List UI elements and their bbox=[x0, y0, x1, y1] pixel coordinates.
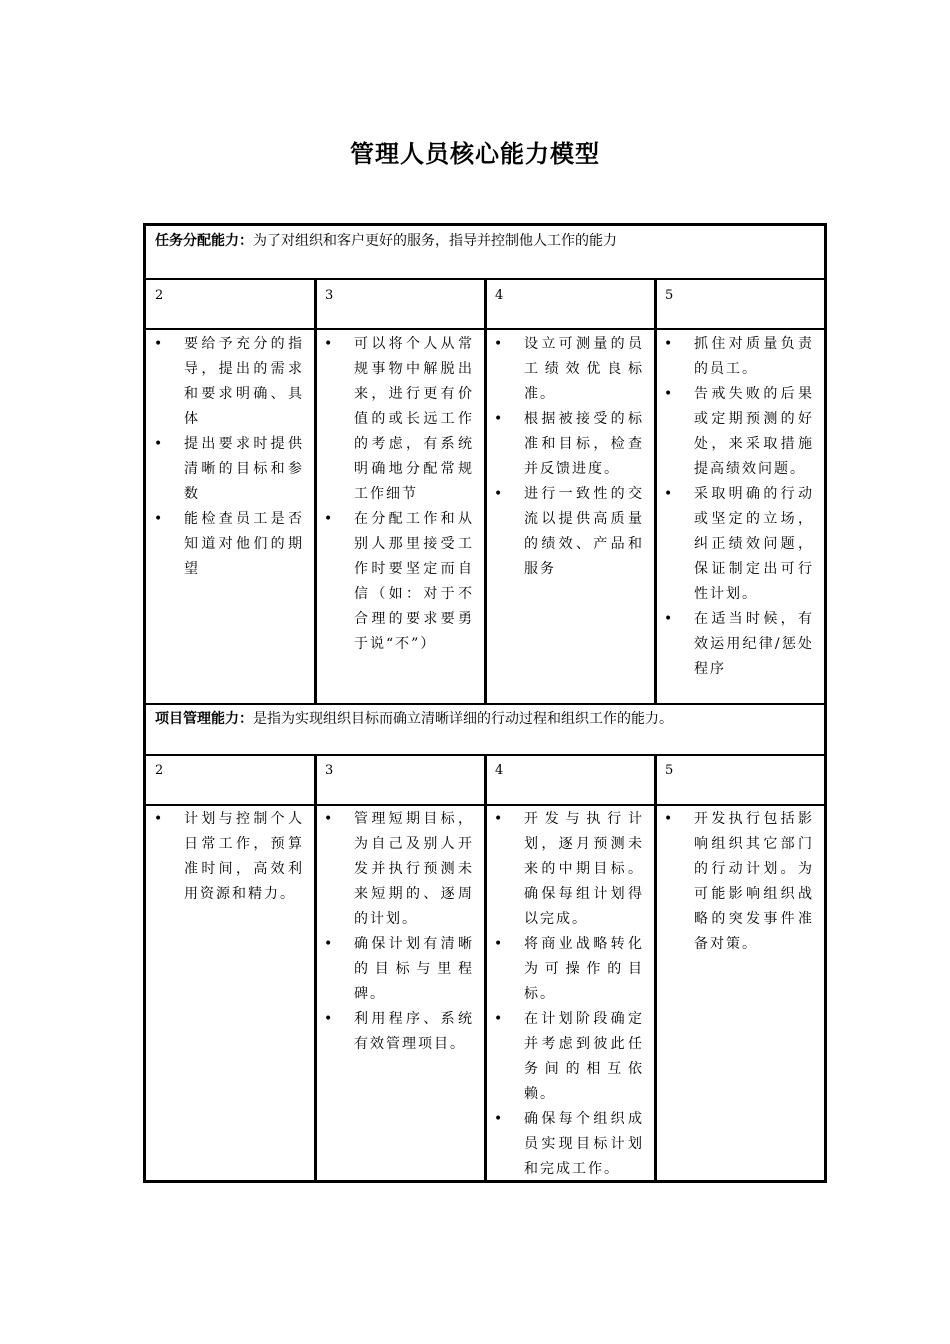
column-divider bbox=[654, 754, 657, 1183]
level-5-behaviors bbox=[658, 332, 814, 682]
level-4-behaviors bbox=[488, 332, 644, 582]
section-header-task-assignment bbox=[155, 231, 617, 251]
list-item: • 在适当时候，有效运用纪律/惩处程序 bbox=[658, 607, 814, 682]
list-item: • 开发执行包括影响组织其它部门的行动计划。为可能影响组织战略的突发事件准备对策。 bbox=[658, 807, 814, 957]
column-divider bbox=[314, 278, 317, 705]
list-item: • 确保每个组织成员实现目标计划和完成工作。 bbox=[488, 1107, 644, 1182]
level-number: 4 bbox=[495, 763, 504, 778]
section-label: 项目管理能力： bbox=[155, 711, 253, 727]
list-item: • 采取明确的行动或坚定的立场，纠正绩效问题，保证制定出可行性计划。 bbox=[658, 482, 814, 607]
level-number: 4 bbox=[495, 288, 504, 303]
list-item: • 进行一致性的交流以提供高质量的绩效、产品和服务 bbox=[488, 482, 644, 582]
column-divider bbox=[484, 278, 487, 705]
level-number: 2 bbox=[155, 288, 164, 303]
section-label: 任务分配能力： bbox=[155, 233, 253, 249]
list-item: • 在计划阶段确定并考虑到彼此任务间的相互依赖。 bbox=[488, 1007, 644, 1107]
list-item: • 开发与执行计划，逐月预测未来的中期目标。确保每组计划得以完成。 bbox=[488, 807, 644, 932]
level-4-behaviors bbox=[488, 807, 644, 1182]
list-item: • 根据被接受的标准和目标，检查并反馈进度。 bbox=[488, 407, 644, 482]
list-item: • 设立可测量的员工绩效优良标准。 bbox=[488, 332, 644, 407]
list-item: • 告戒失败的后果或定期预测的好处，来采取措施提高绩效问题。 bbox=[658, 382, 814, 482]
column-divider bbox=[484, 754, 487, 1183]
list-item: • 要给予充分的指导，提出的需求和要求明确、具体 bbox=[148, 332, 304, 432]
level-number: 5 bbox=[665, 763, 674, 778]
table-border-top bbox=[143, 223, 827, 226]
list-item: • 利用程序、系统有效管理项目。 bbox=[318, 1007, 474, 1057]
list-item: • 将商业战略转化为可操作的目标。 bbox=[488, 932, 644, 1007]
level-number: 3 bbox=[325, 763, 334, 778]
level-number: 3 bbox=[325, 288, 334, 303]
level-2-behaviors bbox=[148, 332, 304, 582]
document-title: 管理人员核心能力模型 bbox=[350, 140, 600, 168]
list-item: • 能检查员工是否知道对他们的期望 bbox=[148, 507, 304, 582]
section-description: 是指为实现组织目标而确立清晰详细的行动过程和组织工作的能力。 bbox=[253, 711, 673, 727]
level-2-behaviors bbox=[148, 807, 304, 907]
level-number: 5 bbox=[665, 288, 674, 303]
list-item: • 抓住对质量负责的员工。 bbox=[658, 332, 814, 382]
table-border-right bbox=[824, 223, 827, 1183]
section-header-project-management bbox=[155, 709, 673, 729]
section-description: 为了对组织和客户更好的服务，指导并控制他人工作的能力 bbox=[253, 233, 617, 249]
level-5-behaviors bbox=[658, 807, 814, 957]
column-divider bbox=[654, 278, 657, 705]
list-item: • 管理短期目标，为自己及别人开发并执行预测未来短期的、逐周的计划。 bbox=[318, 807, 474, 932]
column-divider bbox=[314, 754, 317, 1183]
list-item: • 在分配工作和从别人那里接受工作时要坚定而自信（如：对于不合理的要求要勇于说“不”） bbox=[318, 507, 474, 657]
level-number: 2 bbox=[155, 763, 164, 778]
table-border-left bbox=[143, 223, 146, 1183]
level-3-behaviors bbox=[318, 807, 474, 1057]
list-item: • 提出要求时提供清晰的目标和参数 bbox=[148, 432, 304, 507]
list-item: • 计划与控制个人日常工作，预算准时间，高效利用资源和精力。 bbox=[148, 807, 304, 907]
list-item: • 可以将个人从常规事物中解脱出来，进行更有价值的或长远工作的考虑，有系统明确地分配常规工作细节 bbox=[318, 332, 474, 507]
level-3-behaviors bbox=[318, 332, 474, 657]
list-item: • 确保计划有清晰的目标与里程碑。 bbox=[318, 932, 474, 1007]
